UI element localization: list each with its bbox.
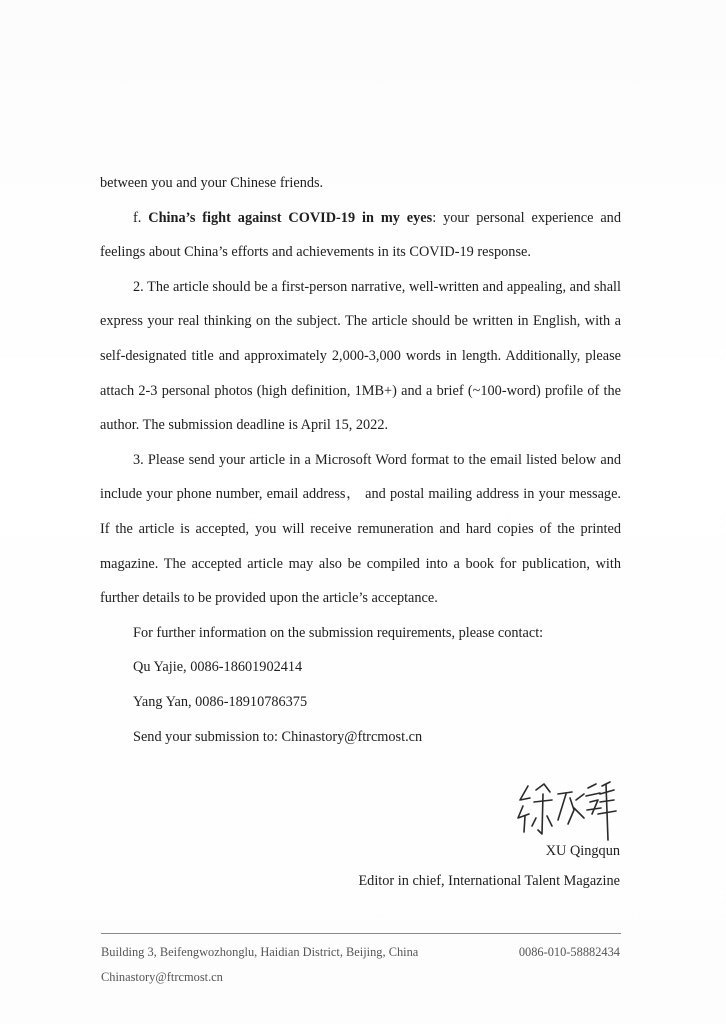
item-f-marker: f. xyxy=(133,209,149,226)
footer-phone: 0086-010-58882434 xyxy=(518,945,620,959)
item-f-text: : your personal experience and feelings about China’s efforts and achievements in its COVID-19 response. xyxy=(100,209,621,261)
contact-line-1: Qu Yajie, 0086-18601902414 xyxy=(133,659,303,676)
contact-intro: For further information on the submission requirements, please contact: xyxy=(133,624,544,641)
signatory-title: Editor in chief, International Talent Magazine xyxy=(358,873,620,889)
footer-address: Building 3, Beifengwozhonglu, Haidian District, Beijing, China xyxy=(101,945,419,959)
item-f-heading: China’s fight against COVID-19 in my eyes xyxy=(148,209,433,226)
submission-line: Send your submission to: Chinastory@ftrcmost.cn xyxy=(133,728,423,745)
point-2-paragraph: 2. The article should be a first-person narrative, well-written and appealing, and shall express your real thinking on the subject. The article should be written in English, with a self-designated title and approximately 2,000-3,000 words in length. Additionally, please attach 2-3 personal photos (high definition, 1MB+) and a brief (~100-word) profile of the author. The submission deadline is April 15, 2022. xyxy=(100,278,621,434)
continuation-paragraph: between you and your Chinese friends. xyxy=(100,175,324,191)
point-3-paragraph: 3. Please send your article in a Microsoft Word format to the email listed below and include your phone number, email address， and postal mailing address in your message. If the article is accepted, you will receive remuneration and hard copies of the printed magazine. The accepted article may also be compiled into a book for publication, with further details to be provided upon the article’s acceptance. xyxy=(100,451,621,607)
handwritten-signature xyxy=(514,780,618,842)
footer-email: Chinastory@ftrcmost.cn xyxy=(101,970,223,984)
item-f-paragraph xyxy=(100,201,621,270)
contact-line-2: Yang Yan, 0086-18910786375 xyxy=(133,693,308,710)
footer-divider xyxy=(101,933,621,934)
letter-body xyxy=(100,166,621,754)
signatory-name: XU Qingqun xyxy=(545,843,620,859)
